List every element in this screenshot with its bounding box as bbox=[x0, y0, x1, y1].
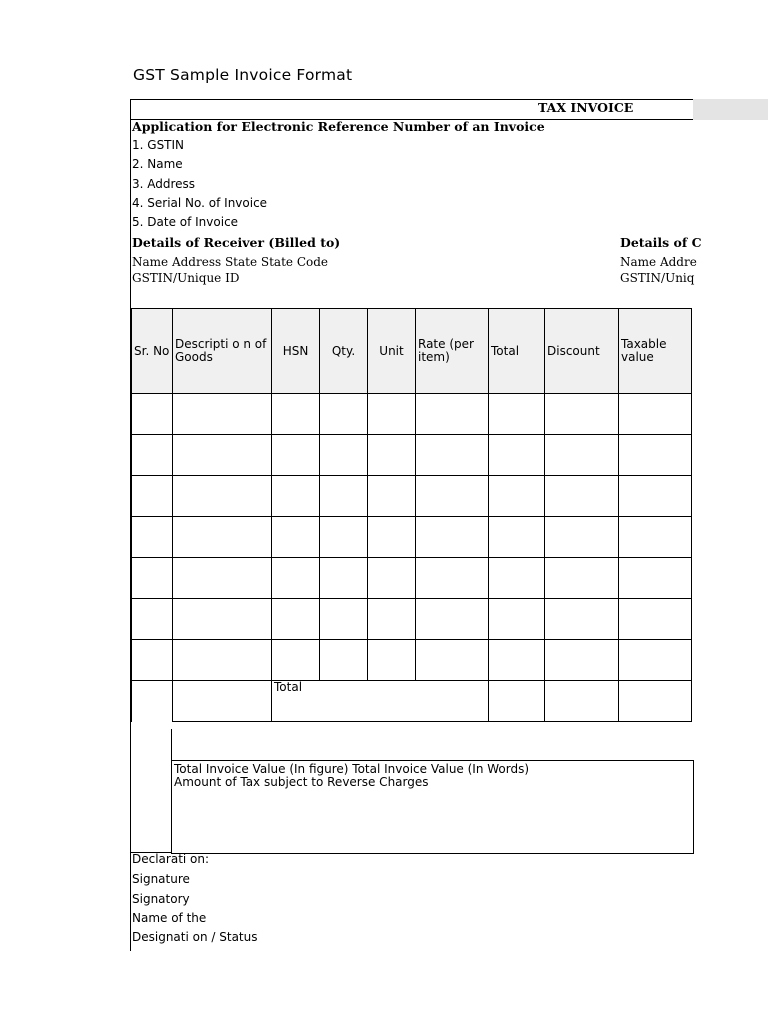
field-name: 2. Name bbox=[132, 157, 183, 171]
field-date: 5. Date of Invoice bbox=[132, 215, 239, 229]
receiver-heading: Details of Receiver (Billed to) bbox=[132, 235, 341, 250]
table-row bbox=[132, 558, 692, 599]
tax-invoice-header: TAX INVOICE bbox=[538, 100, 634, 115]
col-discount: Discount bbox=[545, 309, 619, 394]
field-address: 3. Address bbox=[132, 177, 196, 191]
col-rate: Rate (per item) bbox=[416, 309, 489, 394]
items-table bbox=[131, 308, 692, 722]
summary-reverse-charges: Amount of Tax subject to Reverse Charges bbox=[174, 775, 429, 789]
table-row bbox=[132, 640, 692, 681]
name-of-label: Name of the bbox=[132, 911, 207, 925]
consignee-heading: Details of C bbox=[620, 235, 702, 250]
designation-label: Designati on / Status bbox=[132, 930, 258, 944]
consignee-clip bbox=[620, 230, 702, 290]
signatory-label: Signatory bbox=[132, 892, 190, 906]
table-row bbox=[132, 435, 692, 476]
table-row bbox=[132, 599, 692, 640]
declaration-label: Declarati on: bbox=[132, 852, 210, 866]
col-description: Descripti o n of Goods bbox=[173, 309, 272, 394]
col-sr-no: Sr. No bbox=[132, 309, 173, 394]
total-label: Total bbox=[272, 681, 489, 722]
application-heading: Application for Electronic Reference Number of an Invoice bbox=[132, 119, 545, 134]
receiver-line1: Name Address State State Code bbox=[132, 255, 329, 269]
col-taxable-value: Taxable value bbox=[619, 309, 692, 394]
receiver-line2: GSTIN/Unique ID bbox=[132, 271, 240, 285]
signature-label: Signature bbox=[132, 872, 190, 886]
col-total: Total bbox=[489, 309, 545, 394]
field-gstin: 1. GSTIN bbox=[132, 138, 185, 152]
summary-left-border bbox=[171, 729, 172, 761]
table-row bbox=[132, 476, 692, 517]
table-header-row bbox=[132, 309, 692, 394]
table-row bbox=[132, 394, 692, 435]
totals-row bbox=[132, 681, 692, 722]
col-hsn: HSN bbox=[272, 309, 320, 394]
summary-box[interactable] bbox=[171, 760, 694, 854]
consignee-line1: Name Addre bbox=[620, 255, 697, 269]
field-serial-no: 4. Serial No. of Invoice bbox=[132, 196, 268, 210]
consignee-line2: GSTIN/Uniq bbox=[620, 271, 695, 285]
col-unit: Unit bbox=[368, 309, 416, 394]
summary-invoice-value: Total Invoice Value (In figure) Total Invoice Value (In Words) bbox=[174, 762, 530, 776]
header-shade bbox=[693, 99, 768, 120]
table-row bbox=[132, 517, 692, 558]
col-qty: Qty. bbox=[320, 309, 368, 394]
document-title: GST Sample Invoice Format bbox=[133, 66, 353, 84]
